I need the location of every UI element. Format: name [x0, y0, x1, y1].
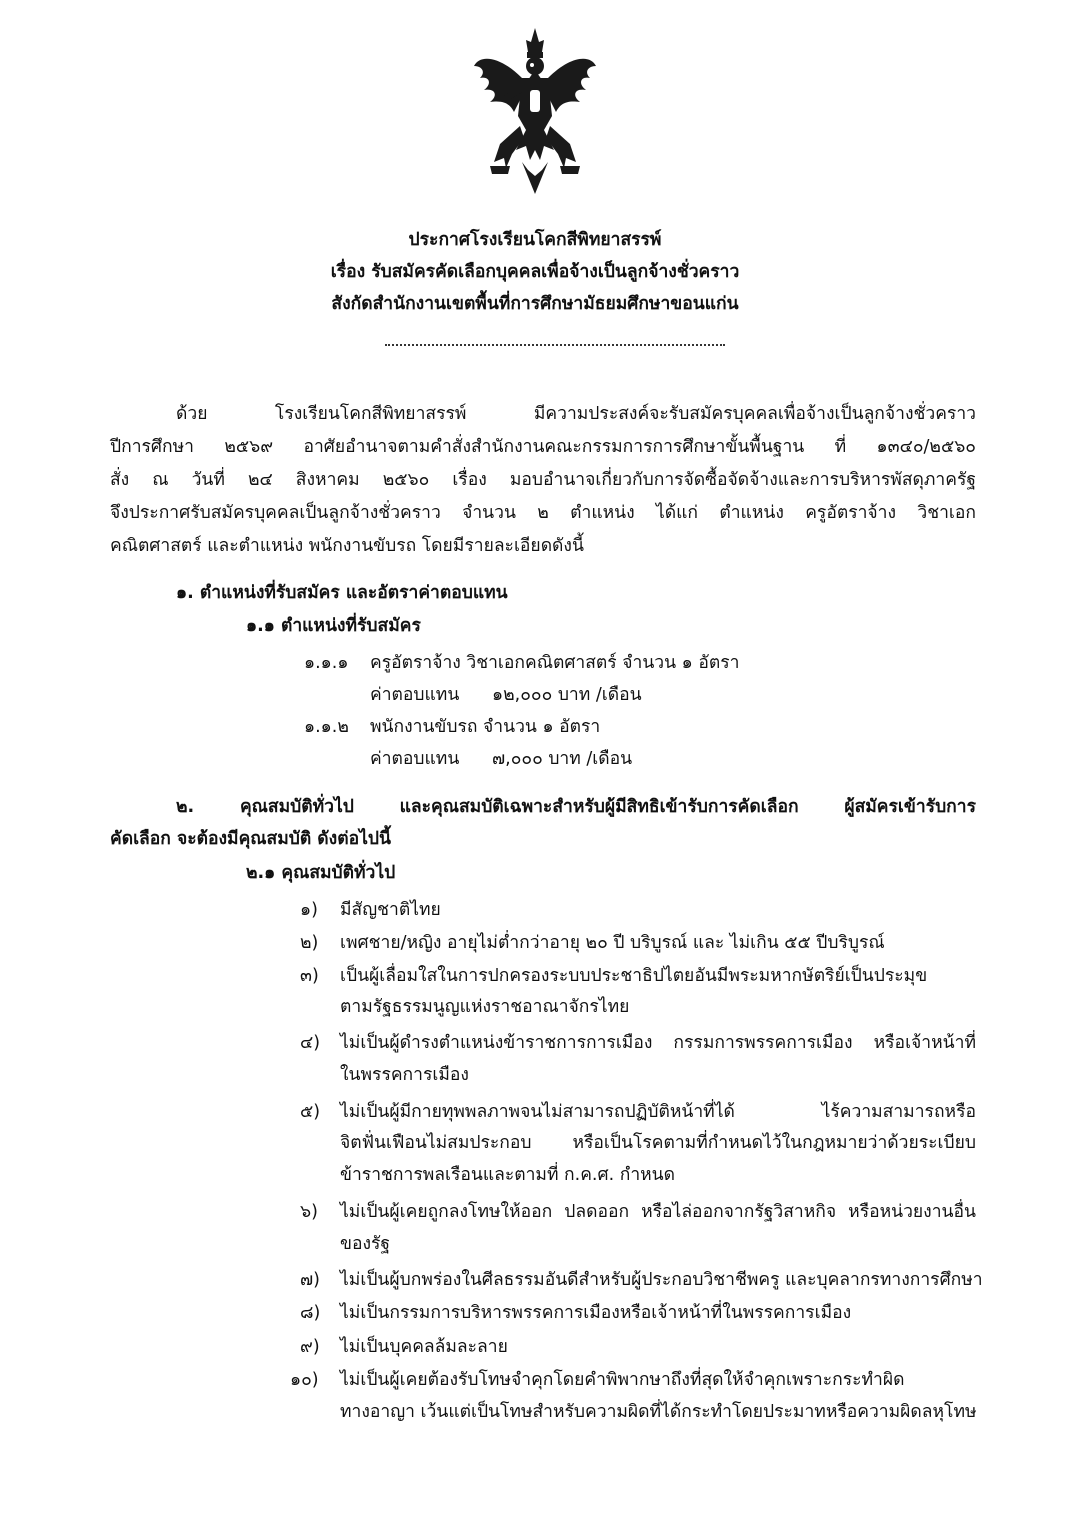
qualification-text-cont: ตามรัฐธรรมนูญแห่งราชอาณาจักรไทย [340, 997, 630, 1017]
position-1-pay: ๑๒,๐๐๐ บาท /เดือน [492, 685, 642, 705]
announcement-affiliation: สังกัดสำนักงานเขตพื้นที่การศึกษามัธยมศึกษาขอนแก่น [331, 294, 739, 314]
section2-subheading: ๒.๑ คุณสมบัติทั่วไป [246, 863, 396, 883]
section1-heading: ๑. ตำแหน่งที่รับสมัคร และอัตราค่าตอบแทน [176, 583, 508, 603]
qualification-number: ๓) [300, 966, 319, 986]
qualification-text-cont: ในพรรคการเมือง [340, 1065, 469, 1085]
qualification-text: ไม่เป็นบุคคลล้มละลาย [340, 1337, 508, 1357]
position-1-title: ครูอัตราจ้าง วิชาเอกคณิตศาสตร์ จำนวน ๑ อัตรา [370, 653, 740, 673]
qualification-number: ๒) [300, 933, 319, 953]
position-2-pay: ๗,๐๐๐ บาท /เดือน [492, 749, 633, 769]
header-divider [385, 344, 725, 346]
announcement-subject: เรื่อง รับสมัครคัดเลือกบุคคลเพื่อจ้างเป็นลูกจ้างชั่วคราว [330, 262, 740, 282]
qualification-number: ๖) [300, 1202, 318, 1222]
qualification-text-cont: ของรัฐ [340, 1234, 391, 1254]
section1-subheading: ๑.๑ ตำแหน่งที่รับสมัคร [246, 616, 421, 636]
qualification-text: เพศชาย/หญิง อายุไม่ต่ำกว่าอายุ ๒๐ ปี บริบูรณ์ และ ไม่เกิน ๕๕ ปีบริบูรณ์ [340, 933, 885, 953]
qualification-text: มีสัญชาติไทย [340, 900, 441, 920]
section2-heading-line-2: คัดเลือก จะต้องมีคุณสมบัติ ดังต่อไปนี้ [110, 829, 391, 849]
qualification-number: ๔) [300, 1033, 321, 1053]
qualification-text: ไม่เป็นผู้เคยต้องรับโทษจำคุกโดยคำพิพากษาถึงที่สุดให้จำคุกเพราะกระทำผิด [340, 1370, 905, 1390]
garuda-emblem-icon [470, 26, 600, 196]
intro-line-3: สั่ง ณ วันที่ ๒๔ สิงหาคม ๒๕๖๐ เรื่อง มอบอำนาจเกี่ยวกับการจัดซื้อจัดจ้างและการบริหารพัสดุภาครัฐ [110, 470, 976, 490]
announcement-title: ประกาศโรงเรียนโคกสีพิทยาสรรพ์ [408, 230, 662, 250]
section2-heading-line-1: ๒. คุณสมบัติทั่วไป และคุณสมบัติเฉพาะสำหรับผู้มีสิทธิเข้ารับการคัดเลือก ผู้สมัครเข้ารับการ [176, 797, 976, 817]
qualification-number: ๕) [300, 1102, 321, 1122]
intro-line-5: คณิตศาสตร์ และตำแหน่ง พนักงานขับรถ โดยมีรายละเอียดดังนี้ [110, 536, 584, 556]
qualification-text: ไม่เป็นกรรมการบริหารพรรคการเมืองหรือเจ้าหน้าที่ในพรรคการเมือง [340, 1303, 852, 1323]
intro-line-4: จึงประกาศรับสมัครบุคคลเป็นลูกจ้างชั่วคราว จำนวน ๒ ตำแหน่ง ได้แก่ ตำแหน่ง ครูอัตราจ้าง วิชาเอก [110, 503, 976, 523]
position-2-number: ๑.๑.๒ [304, 717, 349, 737]
position-2-title: พนักงานขับรถ จำนวน ๑ อัตรา [370, 717, 601, 737]
qualification-text: ไม่เป็นผู้มีกายทุพพลภาพจนไม่สามารถปฏิบัติหน้าที่ได้ ไร้ความสามารถหรือ [340, 1102, 976, 1122]
position-1-pay-label: ค่าตอบแทน [370, 685, 460, 705]
qualification-number: ๗) [300, 1270, 320, 1290]
qualification-number: ๙) [300, 1337, 320, 1357]
qualification-number: ๑๐) [290, 1370, 319, 1390]
qualification-text-cont: ข้าราชการพลเรือนและตามที่ ก.ค.ศ. กำหนด [340, 1165, 676, 1185]
qualification-text: ไม่เป็นผู้เคยถูกลงโทษให้ออก ปลดออก หรือไล่ออกจากรัฐวิสาหกิจ หรือหน่วยงานอื่น [340, 1202, 976, 1222]
intro-line-2: ปีการศึกษา ๒๕๖๙ อาศัยอำนาจตามคำสั่งสำนักงานคณะกรรมการการศึกษาขั้นพื้นฐาน ที่ ๑๓๔๐/๒๕๖๐ [110, 437, 976, 457]
qualification-text: เป็นผู้เลื่อมใสในการปกครองระบบประชาธิปไตยอันมีพระมหากษัตริย์เป็นประมุข [340, 966, 928, 986]
qualification-text: ไม่เป็นผู้ดำรงตำแหน่งข้าราชการการเมือง กรรมการพรรคการเมือง หรือเจ้าหน้าที่ [340, 1033, 976, 1053]
qualification-number: ๑) [300, 900, 318, 920]
qualification-number: ๘) [300, 1303, 321, 1323]
intro-line-1: ด้วย โรงเรียนโคกสีพิทยาสรรพ์ มีความประสงค์จะรับสมัครบุคคลเพื่อจ้างเป็นลูกจ้างชั่วคราว [176, 404, 976, 424]
qualification-text-cont: ทางอาญา เว้นแต่เป็นโทษสำหรับความผิดที่ได้กระทำโดยประมาทหรือความผิดลหุโทษ [340, 1402, 977, 1422]
qualification-text-cont: จิตฟั่นเฟือนไม่สมประกอบ หรือเป็นโรคตามที่กำหนดไว้ในกฎหมายว่าด้วยระเบียบ [340, 1133, 976, 1153]
position-1-number: ๑.๑.๑ [304, 653, 349, 673]
position-2-pay-label: ค่าตอบแทน [370, 749, 460, 769]
qualification-text: ไม่เป็นผู้บกพร่องในศีลธรรมอันดีสำหรับผู้ประกอบวิชาชีพครู และบุคลากรทางการศึกษา [340, 1270, 983, 1290]
